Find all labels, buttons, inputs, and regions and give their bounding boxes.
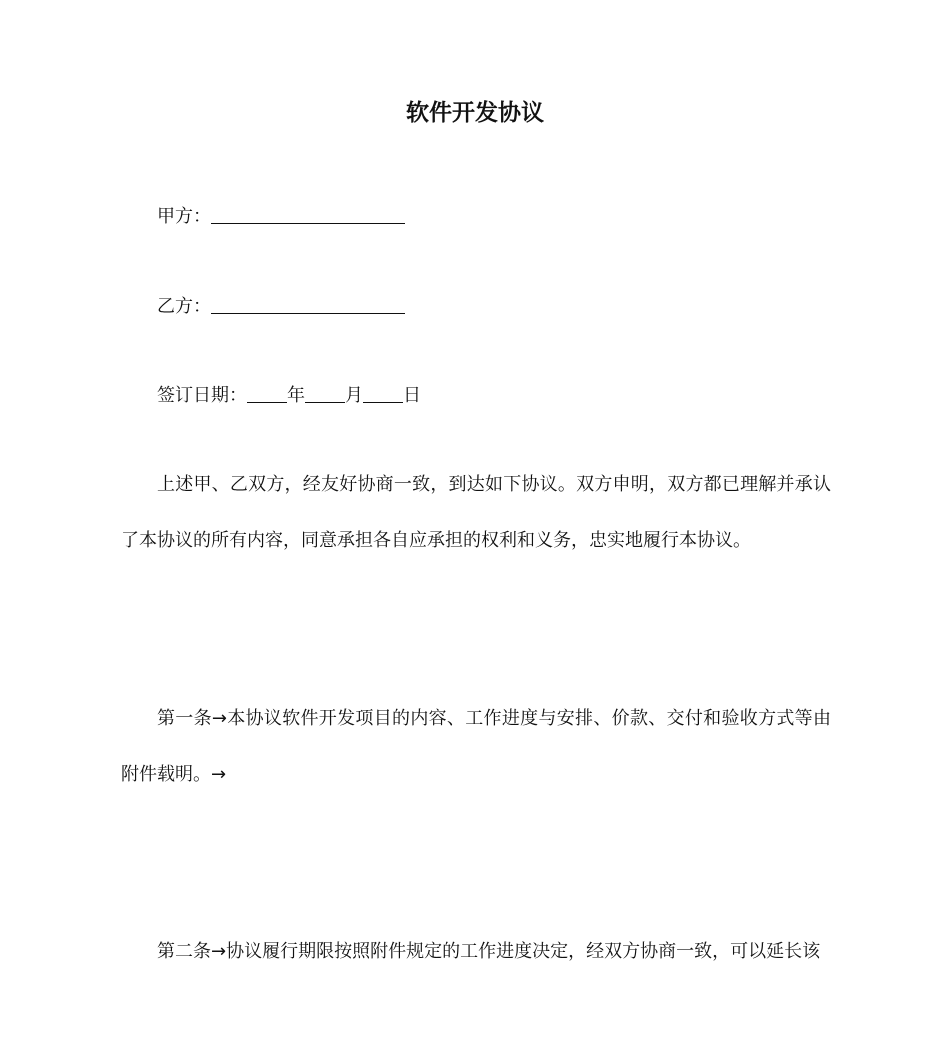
sign-date-label: 签订日期： [157, 385, 247, 406]
day-blank [363, 384, 403, 403]
party-b-blank [211, 295, 405, 314]
day-label: 日 [403, 385, 421, 406]
document-title: 软件开发协议 [406, 100, 544, 126]
year-label: 年 [287, 385, 305, 406]
month-blank [305, 384, 345, 403]
party-a-blank [211, 205, 405, 224]
sign-date-line [157, 384, 421, 408]
intro-paragraph: 上述甲、乙双方，经友好协商一致，到达如下协议。双方申明，双方都已理解并承认了本协议的所有内容，同意承担各自应承担的权利和义务，忠实地履行本协议。 [121, 474, 831, 551]
party-b-line [157, 295, 405, 319]
article-2-paragraph: 第二条→协议履行期限按照附件规定的工作进度决定，经双方协商一致，可以延长该 [157, 941, 821, 962]
month-label: 月 [345, 385, 363, 406]
year-blank [247, 384, 287, 403]
party-a-line [157, 205, 405, 229]
party-a-label: 甲方： [157, 206, 211, 227]
party-b-label: 乙方： [157, 296, 211, 317]
article-1-paragraph: 第一条→本协议软件开发项目的内容、工作进度与安排、价款、交付和验收方式等由附件载明。→ [121, 708, 831, 785]
